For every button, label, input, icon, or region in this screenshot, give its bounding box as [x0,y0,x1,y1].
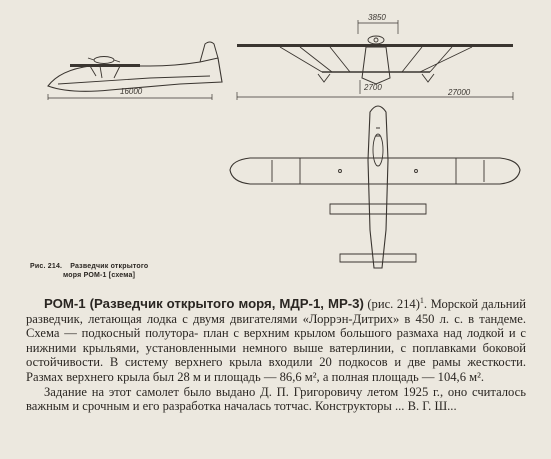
caption-line1: Разведчик открытого [70,263,149,270]
front-view-drawing [237,13,513,100]
article-body [26,297,526,414]
paragraph-2-line-3: тотчас. Конструкторы ... В. Г. Ш... [274,399,457,414]
center-span-label: 3850 [368,13,386,22]
side-length-label: 16000 [120,87,143,96]
figure-caption [30,262,220,280]
paragraph-1-line-7: и две рамы жесткости. Размах верхнего крыла был 28 м и площадь — [26,355,527,384]
paragraph-1-line-2: Морской дальний разведчик, летающая лодка с двумя двигателями [26,297,526,326]
footnote-mark: 1 [419,295,424,305]
paragraph-2-line-2: 1925 г., оно считалось важным и срочным и его разработка началась [26,384,527,414]
plan-view-drawing [230,106,520,268]
caption-line2: моря РОМ-1 [схема] [63,272,136,279]
paragraph-2 [26,385,526,414]
heading-end: . [423,297,428,311]
height-label: 2700 [364,83,382,92]
paragraph-2-line-1: Задание на этот самолет было выдано Д. П. Григоровичу летом [44,384,399,399]
article-heading: РОМ-1 (Разведчик открытого моря, МДР-1, МР-3) [44,296,364,311]
caption-number: Рис. 214. [30,263,63,270]
paragraph-1-line-4: план с верхним крылом большого размаха над лодкой и с нижними [26,326,527,355]
side-view-drawing [48,42,222,100]
paragraph-1-line-8: 86,6 м², а полная площадь — 104,6 м². [279,369,485,384]
paragraph-1 [26,297,526,385]
span-label: 27000 [448,88,471,97]
paragraph-1-line-6: боковой остойчивости. В систему верхнего крыла входили 20 подкосов [26,340,526,370]
paragraph-1-line-3: «Лоррэн-Дитрих» в 450 л. с. в тандеме. Схема — подкосный полутора- [26,311,526,341]
paragraph-1-line-5: крыльями, установленными немного выше ватерлинии, с поплавками [82,340,477,355]
figure-reference: (рис. 214) [367,297,420,311]
